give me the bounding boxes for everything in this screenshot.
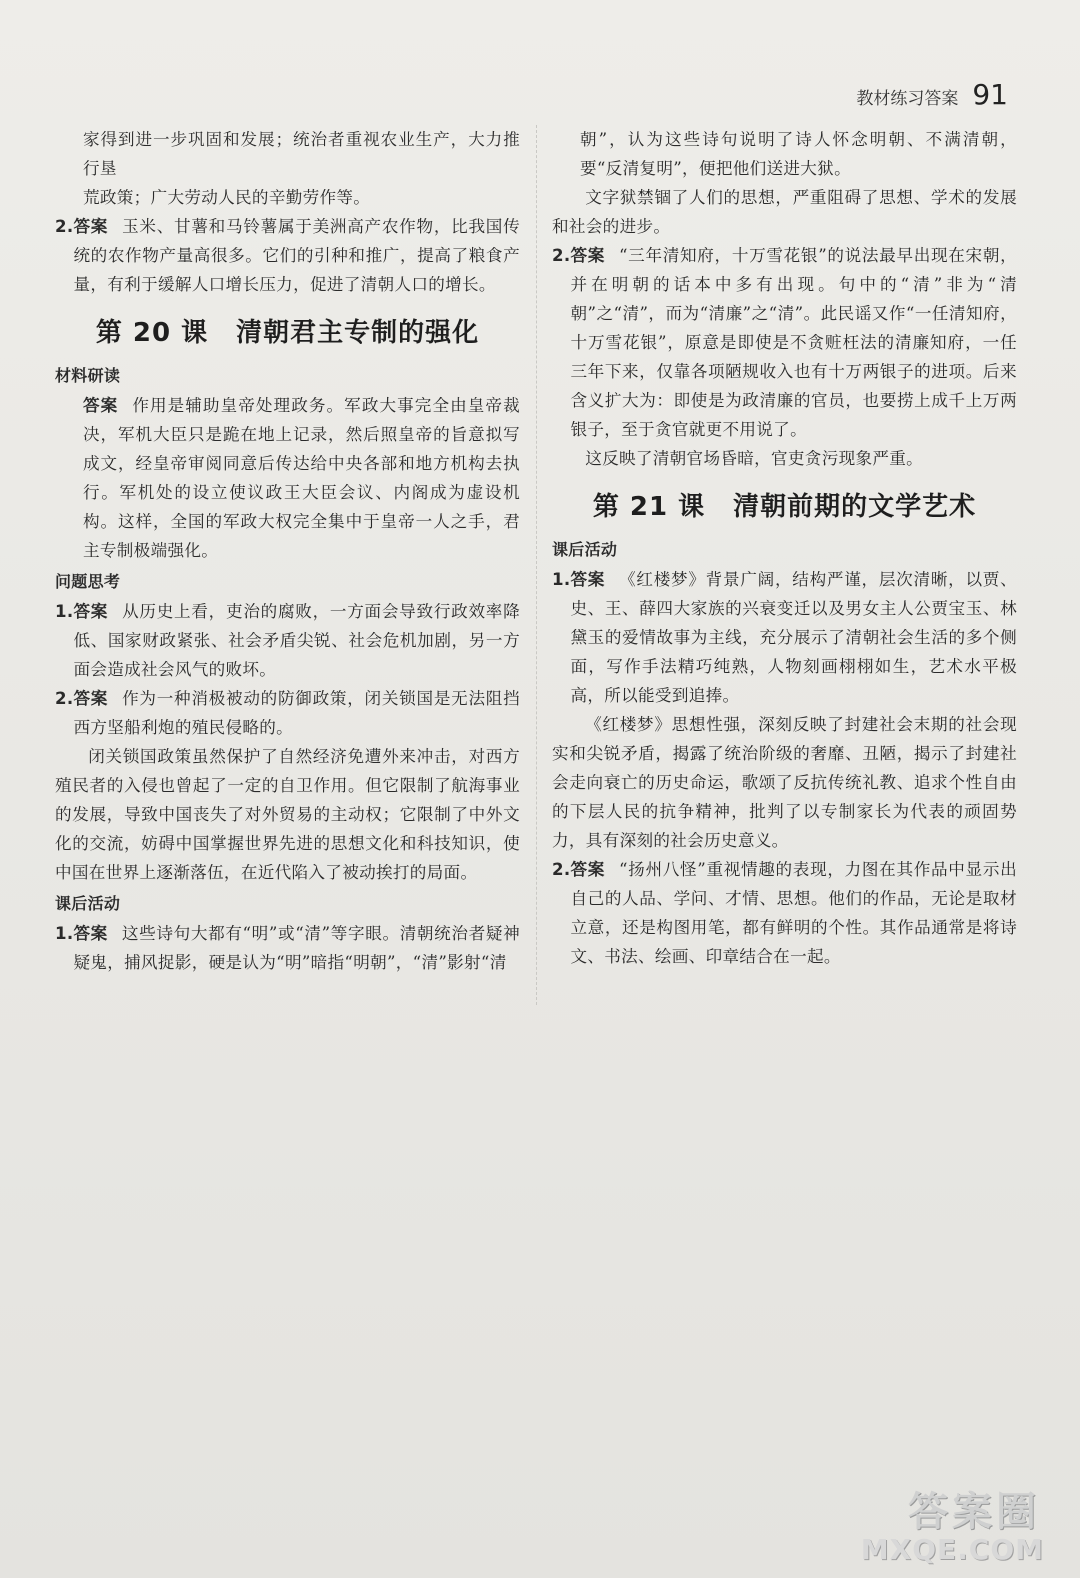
answer-label: 答案 <box>73 689 109 708</box>
page-number: 91 <box>972 78 1008 111</box>
lesson-heading <box>55 313 520 353</box>
item-number: 2. <box>552 246 571 265</box>
answer-item <box>552 565 1017 710</box>
left-column <box>55 125 520 977</box>
page-header <box>856 78 1008 111</box>
item-number: 2. <box>55 689 74 708</box>
column-divider <box>536 125 537 1005</box>
answer-label: 答案 <box>73 602 109 621</box>
answer-label: 答案 <box>73 217 109 236</box>
watermark-logo-text: 答案圈 <box>908 1489 1040 1535</box>
answer-label: 答案 <box>83 396 119 415</box>
answer-text: “三年清知府，十万雪花银”的说法最早出现在宋朝，并在明朝的话本中多有出现。句中的“清”非为“清朝”之“清”，而为“清廉”之“清”。此民谣又作“一任清知府，十万雪花银”，原意是即使是不贪赃枉法的清廉知府，一任三年下来，仅靠各项陋规收入也有十万两银子的进项。后来含义扩大为：即使是为政清廉的官员，也要捞上成千上万两银子，至于贪官就更不用说了。 <box>570 246 1017 439</box>
item-number: 1. <box>552 570 571 589</box>
answer-label: 答案 <box>73 924 108 943</box>
answer-text: 作为一种消极被动的防御政策，闭关锁国是无法阻挡西方坚船利炮的殖民侵略的。 <box>73 689 520 737</box>
item-number: 2. <box>55 217 74 236</box>
answer-item <box>552 855 1017 971</box>
answer-text: “扬州八怪”重视情趣的表现，力图在其作品中显示出自己的人品、学问、才情、思想。他们的作品，无论是取材立意，还是构图用笔，都有鲜明的个性。其作品通常是将诗文、书法、绘画、印章结合在一起。 <box>570 860 1017 966</box>
paragraph: 文字狱禁锢了人们的思想，严重阻碍了思想、学术的发展和社会的进步。 <box>552 188 1017 236</box>
item-number: 2. <box>552 860 571 879</box>
header-label: 教材练习答案 <box>856 89 959 109</box>
answer-text: 这些诗句大都有“明”或“清”等字眼。清朝统治者疑神疑鬼，捕风捉影，硬是认为“明”暗指“明朝”，“清”影射“清 <box>73 924 520 972</box>
answer-item <box>55 684 520 742</box>
site-watermark <box>854 1480 1044 1566</box>
continuation-text: 荒政策；广大劳动人民的辛勤劳作等。 <box>83 188 371 207</box>
item-number: 1. <box>55 602 74 621</box>
lesson-number: 第 20 课 <box>95 318 209 348</box>
answer-text: 《红楼梦》背景广阔，结构严谨，层次清晰，以贾、史、王、薛四大家族的兴衰变迁以及男女主人公贾宝玉、林黛玉的爱情故事为主线，充分展示了清朝社会生活的多个侧面，写作手法精巧纯熟，人物刻画栩栩如生，艺术水平极高，所以能受到追捧。 <box>570 570 1017 705</box>
answer-label: 答案 <box>570 570 606 589</box>
answer-paragraph <box>55 391 520 565</box>
item-number: 1. <box>55 924 74 943</box>
answer-text: 从历史上看，吏治的腐败，一方面会导致行政效率降低、国家财政紧张、社会矛盾尖锐、社会危机加剧，另一方面会造成社会风气的败坏。 <box>73 602 520 679</box>
lesson-title: 清朝前期的文学艺术 <box>733 492 977 522</box>
paragraph: 《红楼梦》思想性强，深刻反映了封建社会末期的社会现实和尖锐矛盾，揭露了统治阶级的奢靡、丑陋，揭示了封建社会走向衰亡的历史命运，歌颂了反抗传统礼教、追求个性自由的下层人民的抗争精神，批判了以专制家长为代表的顽固势力，具有深刻的社会历史意义。 <box>552 715 1017 850</box>
lesson-title: 清朝君主专制的强化 <box>236 318 480 348</box>
section-heading: 材料研读 <box>55 366 121 385</box>
section-heading: 问题思考 <box>55 572 121 591</box>
answer-item <box>55 919 520 977</box>
answer-label: 答案 <box>570 246 606 265</box>
continuation-text: 朝”，认为这些诗句说明了诗人怀念明朝、不满清朝，要“反清复明”，便把他们送进大狱。 <box>580 130 1017 178</box>
continuation-text: 家得到进一步巩固和发展；统治者重视农业生产，大力推行垦 <box>83 130 520 178</box>
answer-item <box>55 597 520 684</box>
lesson-number: 第 21 课 <box>592 492 706 522</box>
answer-text: 玉米、甘薯和马铃薯属于美洲高产农作物，比我国传统的农作物产量高很多。它们的引种和推广，提高了粮食产量，有利于缓解人口增长压力，促进了清朝人口的增长。 <box>73 217 520 294</box>
paragraph: 闭关锁国政策虽然保护了自然经济免遭外来冲击，对西方殖民者的入侵也曾起了一定的自卫作用。但它限制了航海事业的发展，导致中国丧失了对外贸易的主动权；它限制了中外文化的交流，妨碍中国掌握世界先进的思想文化和科技知识，使中国在世界上逐渐落伍，在近代陷入了被动挨打的局面。 <box>55 747 520 882</box>
answer-label: 答案 <box>570 860 606 879</box>
section-heading: 课后活动 <box>552 540 618 559</box>
answer-text: 作用是辅助皇帝处理政务。军政大事完全由皇帝裁决，军机大臣只是跪在地上记录，然后照皇帝的旨意拟写成文，经皇帝审阅同意后传达给中央各部和地方机构去执行。军机处的设立使议政王大臣会议、内阁成为虚设机构。这样，全国的军政大权完全集中于皇帝一人之手，君主专制极端强化。 <box>83 396 520 560</box>
paragraph: 这反映了清朝官场昏暗，官吏贪污现象严重。 <box>585 449 924 468</box>
lesson-heading <box>552 487 1017 527</box>
right-column <box>552 125 1017 971</box>
answer-item <box>55 212 520 299</box>
answer-item <box>552 241 1017 444</box>
watermark-url: MXQE.COM <box>860 1533 1044 1566</box>
section-heading: 课后活动 <box>55 894 121 913</box>
